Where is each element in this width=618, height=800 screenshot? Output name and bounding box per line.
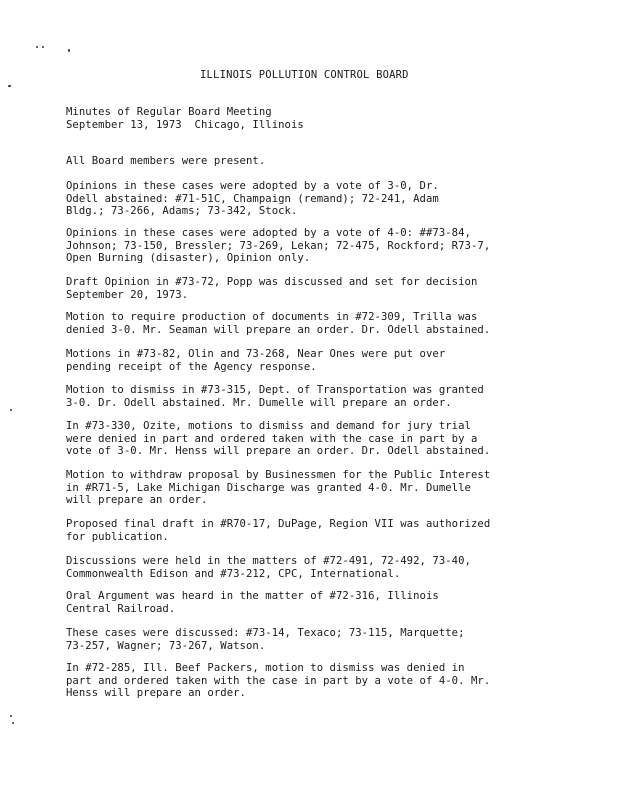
paragraph-draft-opinion [66, 276, 477, 301]
scan-speck [68, 49, 70, 52]
paragraph-ozite [66, 420, 490, 458]
paragraph-line: will prepare an order. [66, 494, 208, 506]
paragraph-motions-put-over [66, 348, 445, 373]
meeting-heading [66, 106, 304, 131]
paragraph-line: Draft Opinion in #73-72, Popp was discussed and set for decision [66, 276, 478, 288]
paragraph-line: denied 3-0. Mr. Seaman will prepare an order. Dr. Odell abstained. [66, 323, 491, 336]
paragraph-attendance [66, 155, 265, 168]
paragraph-line: part and ordered taken with the case in part by a vote of 4-0. Mr. [66, 674, 491, 687]
paragraph-line: Bldg.; 73-266, Adams; 73-342, Stock. [66, 205, 298, 217]
paragraph-line: 3-0. Dr. Odell abstained. Mr. Dumelle will prepare an order. [66, 396, 452, 409]
heading-line: September 13, 1973 Chicago, Illinois [66, 118, 304, 131]
paragraph-line: vote of 3-0. Mr. Henss will prepare an order. Dr. Odell abstained. [66, 445, 491, 457]
paragraph-line: 73-257, Wagner; 73-267, Watson. [66, 639, 266, 652]
scan-speck [10, 715, 12, 717]
scan-speck [8, 85, 11, 87]
paragraph-line: Henss will prepare an order. [66, 687, 246, 699]
scan-speck [12, 722, 14, 724]
paragraph-line: for publication. [66, 530, 169, 543]
paragraph-line: Johnson; 73-150, Bressler; 73-269, Lekan; 72-475, Rockford; R73-7, [66, 239, 491, 252]
paragraph-line: In #73-330, Ozite, motions to dismiss and demand for jury trial [66, 420, 471, 432]
paragraph-line: Proposed final draft in #R70-17, DuPage, Region VII was authorized [66, 518, 491, 530]
paragraph-line: Opinions in these cases were adopted by a vote of 3-0, Dr. [66, 180, 439, 192]
paragraph-beef-packers [66, 662, 490, 700]
heading-line: Minutes of Regular Board Meeting [66, 106, 272, 118]
paragraph-line: These cases were discussed: #73-14, Texaco; 73-115, Marquette; [66, 627, 465, 639]
paragraph-line: Motion to dismiss in #73-315, Dept. of Transportation was granted [66, 384, 484, 396]
paragraph-line: Motions in #73-82, Olin and 73-268, Near Ones were put over [66, 348, 446, 360]
paragraph-motion-documents [66, 311, 490, 336]
paragraph-line: Oral Argument was heard in the matter of #72-316, Illinois [66, 590, 439, 602]
paragraph-line: All Board members were present. [66, 155, 266, 167]
paragraph-line: September 20, 1973. [66, 288, 189, 301]
paragraph-motion-dismiss [66, 384, 484, 409]
paragraph-line: were denied in part and ordered taken with the case in part by a [66, 432, 478, 445]
paragraph-line: Central Railroad. [66, 602, 176, 615]
paragraph-final-draft [66, 518, 490, 543]
scan-speck [42, 46, 44, 48]
paragraph-opinions-3-0 [66, 180, 439, 218]
paragraph-line: pending receipt of the Agency response. [66, 360, 317, 373]
paragraph-line: Motion to withdraw proposal by Businessmen for the Public Interest [66, 469, 491, 481]
paragraph-line: Odell abstained: #71-51C, Champaign (remand); 72-241, Adam [66, 192, 439, 205]
paragraph-line: Open Burning (disaster), Opinion only. [66, 252, 311, 264]
scan-speck [36, 46, 38, 48]
paragraph-opinions-4-0 [66, 227, 490, 265]
paragraph-line: Opinions in these cases were adopted by a vote of 4-0: ##73-84, [66, 227, 471, 239]
paragraph-cases-discussed [66, 627, 465, 652]
document-title: ILLINOIS POLLUTION CONTROL BOARD [200, 69, 409, 81]
paragraph-discussions [66, 555, 471, 580]
paragraph-oral-argument [66, 590, 439, 615]
paragraph-line: Motion to require production of documents in #72-309, Trilla was [66, 311, 478, 323]
paragraph-withdraw-proposal [66, 469, 490, 507]
paragraph-line: in #R71-5, Lake Michigan Discharge was granted 4-0. Mr. Dumelle [66, 481, 471, 494]
paragraph-line: Commonwealth Edison and #73-212, CPC, International. [66, 567, 401, 580]
scan-speck [10, 409, 12, 411]
paragraph-line: In #72-285, Ill. Beef Packers, motion to dismiss was denied in [66, 662, 465, 674]
paragraph-line: Discussions were held in the matters of #72-491, 72-492, 73-40, [66, 555, 471, 567]
